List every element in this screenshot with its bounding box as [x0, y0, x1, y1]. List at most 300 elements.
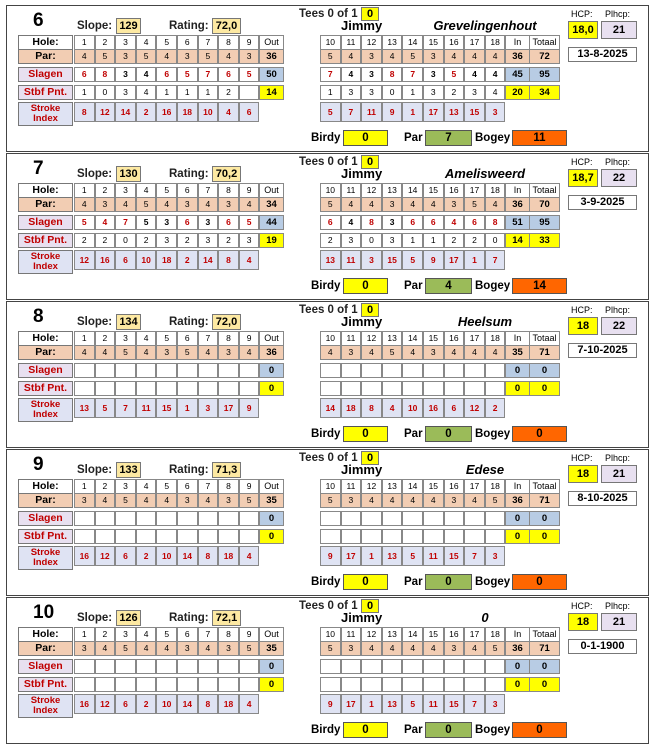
hole-cell-back: 11 [341, 183, 362, 198]
si-cell-back: 5 [402, 694, 423, 714]
slagen-cell-back [341, 511, 362, 526]
par-cell-back: 5 [320, 49, 341, 64]
stbf-out-total: 0 [259, 677, 284, 692]
par-cell-back: 4 [464, 49, 485, 64]
hcp-label: HCP: [571, 601, 593, 611]
hole-cell-back: 10 [320, 479, 341, 494]
hole-cell-back: 17 [464, 331, 485, 346]
par-cell-front: 4 [156, 493, 177, 508]
par-cell-back: 3 [382, 197, 403, 212]
slagen-cell-back: 6 [320, 215, 341, 230]
si-cell-back: 11 [423, 694, 444, 714]
hole-cell-back: 17 [464, 627, 485, 642]
stbf-in-total: 0 [505, 529, 530, 544]
par-row-label: Par: [18, 345, 73, 360]
slagen-cell-back [464, 363, 485, 378]
si-cell-back: 15 [464, 102, 485, 122]
slagen-cell-front [239, 363, 260, 378]
par-count-label: Par [404, 428, 423, 440]
hole-cell-front: 8 [218, 35, 239, 50]
hole-cell-front: 2 [95, 479, 116, 494]
hole-cell-back: 18 [485, 331, 506, 346]
par-cell-front: 4 [198, 197, 219, 212]
stbf-cell-front [177, 381, 198, 396]
hole-cell-front: 7 [198, 35, 219, 50]
bogey-count: 0 [512, 574, 567, 590]
stbf-row-label: Stbf Pnt. [18, 677, 73, 692]
rating-label: Rating: [169, 20, 209, 32]
slagen-cell-front: 7 [198, 67, 219, 82]
par-row-label: Par: [18, 197, 73, 212]
stbf-cell-back [464, 677, 485, 692]
par-row-label: Par: [18, 493, 73, 508]
si-cell-front: 17 [218, 398, 239, 418]
slagen-cell-front [177, 511, 198, 526]
rating-value: 70,2 [212, 166, 241, 182]
slope-label: Slope: [77, 168, 113, 180]
stbf-cell-back: 3 [382, 233, 403, 248]
hole-cell-front: 6 [177, 479, 198, 494]
si-cell-back: 7 [464, 694, 485, 714]
par-cell-back: 4 [464, 641, 485, 656]
slope-value: 133 [116, 462, 141, 478]
plhcp-value: 22 [601, 317, 637, 335]
hcp-value: 18 [568, 465, 598, 483]
stbf-cell-back [464, 381, 485, 396]
slagen-cell-front: 5 [136, 215, 157, 230]
round-number: 9 [33, 454, 44, 475]
stbf-cell-back [423, 529, 444, 544]
player-name: Jimmy [341, 18, 383, 33]
stbf-cell-front [115, 381, 136, 396]
round-number: 10 [33, 602, 55, 623]
par-cell-back: 4 [464, 493, 485, 508]
slagen-cell-front [177, 363, 198, 378]
hole-cell-back: 16 [444, 627, 465, 642]
hole-cell-front: 5 [156, 627, 177, 642]
si-row-label: Stroke Index [18, 102, 73, 126]
si-cell-front: 10 [198, 102, 219, 122]
round-card [6, 449, 649, 596]
hole-cell-back: 10 [320, 331, 341, 346]
si-cell-front: 16 [95, 250, 116, 270]
slagen-cell-front [136, 363, 157, 378]
bogey-label: Bogey [475, 132, 511, 144]
hole-out-total: Out [259, 183, 284, 198]
stbf-cell-back: 3 [341, 85, 362, 100]
slagen-cell-back [320, 511, 341, 526]
hole-cell-back: 18 [485, 627, 506, 642]
si-cell-front: 2 [136, 102, 157, 122]
hole-out-total: Out [259, 627, 284, 642]
stbf-row-label: Stbf Pnt. [18, 85, 73, 100]
si-cell-front: 8 [198, 694, 219, 714]
si-cell-back: 17 [341, 694, 362, 714]
bogey-count: 11 [512, 130, 567, 146]
stbf-cell-front [115, 529, 136, 544]
stbf-cell-front [74, 381, 95, 396]
si-cell-front: 8 [218, 250, 239, 270]
hole-cell-back: 16 [444, 331, 465, 346]
stbf-cell-back: 0 [382, 85, 403, 100]
par-count: 7 [425, 130, 472, 146]
si-cell-front: 12 [74, 250, 95, 270]
slagen-cell-back [361, 659, 382, 674]
si-cell-front: 18 [218, 546, 239, 566]
par-cell-back: 3 [341, 345, 362, 360]
birdy-count: 0 [343, 278, 388, 294]
slagen-cell-front [115, 363, 136, 378]
slagen-row-label: Slagen [18, 67, 73, 82]
birdy-count: 0 [343, 426, 388, 442]
stbf-cell-back [361, 677, 382, 692]
hole-cell-back: 11 [341, 479, 362, 494]
par-count-label: Par [404, 132, 423, 144]
par-cell-front: 5 [115, 641, 136, 656]
stbf-cell-front: 2 [95, 233, 116, 248]
si-cell-front: 6 [115, 694, 136, 714]
hole-in-total: In [505, 35, 530, 50]
stbf-cell-front [218, 677, 239, 692]
slagen-cell-back [485, 511, 506, 526]
slagen-out-total: 0 [259, 659, 284, 674]
birdy-count: 0 [343, 722, 388, 738]
hole-cell-back: 13 [382, 331, 403, 346]
player-name: Jimmy [341, 166, 383, 181]
stbf-cell-front [136, 381, 157, 396]
si-cell-back: 11 [341, 250, 362, 270]
par-cell-back: 4 [444, 49, 465, 64]
slagen-cell-back: 7 [402, 67, 423, 82]
slagen-cell-back: 8 [382, 67, 403, 82]
slagen-cell-back [382, 659, 403, 674]
hole-cell-front: 7 [198, 627, 219, 642]
si-cell-front: 1 [177, 398, 198, 418]
slagen-cell-back: 6 [423, 215, 444, 230]
si-cell-front: 2 [136, 546, 157, 566]
tees-label: Tees 0 of 1 [299, 304, 358, 316]
tees-value: 0 [361, 303, 379, 317]
si-cell-front: 10 [156, 546, 177, 566]
par-cell-back: 4 [485, 197, 506, 212]
slagen-cell-back [485, 363, 506, 378]
stbf-cell-back [423, 381, 444, 396]
slagen-cell-back [402, 363, 423, 378]
hole-cell-back: 17 [464, 183, 485, 198]
si-cell-back: 17 [444, 250, 465, 270]
si-cell-back: 3 [485, 546, 506, 566]
stbf-cell-front: 2 [74, 233, 95, 248]
hole-cell-back: 14 [402, 479, 423, 494]
stbf-row-label: Stbf Pnt. [18, 381, 73, 396]
hcp-label: HCP: [571, 305, 593, 315]
slagen-grand-total: 0 [529, 659, 560, 674]
par-cell-front: 5 [136, 197, 157, 212]
player-name: Jimmy [341, 462, 383, 477]
stbf-cell-back: 1 [320, 85, 341, 100]
round-card [6, 597, 649, 744]
par-cell-front: 4 [95, 345, 116, 360]
stbf-cell-front: 1 [177, 85, 198, 100]
hole-cell-front: 5 [156, 331, 177, 346]
stbf-cell-front: 4 [136, 85, 157, 100]
stbf-cell-back [361, 529, 382, 544]
si-cell-back: 9 [382, 102, 403, 122]
par-cell-back: 5 [320, 641, 341, 656]
slagen-cell-front [95, 659, 116, 674]
si-cell-back: 14 [320, 398, 341, 418]
plhcp-label: Plhcp: [605, 601, 631, 611]
si-cell-back: 7 [464, 546, 485, 566]
slagen-cell-front [136, 511, 157, 526]
slagen-cell-back [341, 659, 362, 674]
par-out-total: 36 [259, 49, 284, 64]
stbf-cell-front: 3 [239, 233, 260, 248]
slagen-cell-front: 6 [74, 67, 95, 82]
si-cell-front: 2 [136, 694, 157, 714]
par-cell-front: 4 [239, 345, 260, 360]
slagen-cell-back [402, 511, 423, 526]
hole-cell-front: 3 [115, 183, 136, 198]
hole-row-label: Hole: [18, 627, 73, 642]
si-cell-front: 4 [239, 546, 260, 566]
slagen-cell-back [320, 659, 341, 674]
slagen-cell-back: 6 [464, 215, 485, 230]
hole-grand-total: Totaal [529, 627, 560, 642]
slagen-cell-front [218, 511, 239, 526]
slagen-out-total: 0 [259, 511, 284, 526]
si-cell-front: 6 [115, 546, 136, 566]
hole-cell-front: 1 [74, 479, 95, 494]
par-count: 0 [425, 426, 472, 442]
hole-cell-front: 6 [177, 35, 198, 50]
hole-cell-back: 15 [423, 35, 444, 50]
slagen-cell-back: 4 [485, 67, 506, 82]
plhcp-label: Plhcp: [605, 305, 631, 315]
slagen-in-total: 0 [505, 363, 530, 378]
slagen-in-total: 0 [505, 659, 530, 674]
si-cell-front: 16 [74, 546, 95, 566]
stbf-in-total: 14 [505, 233, 530, 248]
stbf-cell-back [485, 381, 506, 396]
si-cell-front: 13 [74, 398, 95, 418]
hole-cell-back: 15 [423, 627, 444, 642]
slope-value: 130 [116, 166, 141, 182]
par-cell-back: 3 [341, 493, 362, 508]
stbf-cell-back [485, 529, 506, 544]
si-cell-back: 12 [464, 398, 485, 418]
stbf-cell-back: 2 [444, 233, 465, 248]
par-row-label: Par: [18, 641, 73, 656]
hole-cell-front: 3 [115, 35, 136, 50]
hole-out-total: Out [259, 479, 284, 494]
stbf-cell-back: 3 [464, 85, 485, 100]
birdy-label: Birdy [311, 280, 341, 292]
hole-cell-back: 14 [402, 183, 423, 198]
par-cell-front: 3 [177, 641, 198, 656]
par-cell-front: 4 [156, 197, 177, 212]
slagen-cell-front [156, 511, 177, 526]
hole-cell-front: 9 [239, 331, 260, 346]
slagen-cell-front [198, 511, 219, 526]
hole-cell-front: 8 [218, 183, 239, 198]
par-cell-back: 4 [402, 641, 423, 656]
stbf-cell-back [485, 677, 506, 692]
course-name: Heelsum [457, 314, 513, 329]
si-cell-back: 16 [423, 398, 444, 418]
stbf-cell-front: 1 [74, 85, 95, 100]
si-cell-back: 1 [464, 250, 485, 270]
hcp-value: 18,0 [568, 21, 598, 39]
hole-grand-total: Totaal [529, 35, 560, 50]
slagen-cell-front: 5 [239, 215, 260, 230]
par-cell-back: 4 [423, 197, 444, 212]
par-cell-front: 5 [177, 345, 198, 360]
par-grand-total: 70 [529, 197, 560, 212]
par-cell-front: 3 [218, 345, 239, 360]
par-cell-front: 4 [136, 493, 157, 508]
slagen-cell-front: 3 [156, 215, 177, 230]
stbf-cell-front [136, 529, 157, 544]
par-cell-back: 5 [320, 197, 341, 212]
stbf-cell-front: 2 [177, 233, 198, 248]
par-cell-front: 4 [74, 49, 95, 64]
stbf-cell-front: 0 [95, 85, 116, 100]
round-date: 0-1-1900 [568, 639, 637, 654]
hole-cell-back: 12 [361, 331, 382, 346]
hole-cell-front: 9 [239, 627, 260, 642]
si-cell-front: 3 [198, 398, 219, 418]
tees-value: 0 [361, 451, 379, 465]
stbf-cell-front [177, 529, 198, 544]
hole-cell-front: 1 [74, 331, 95, 346]
par-cell-back: 5 [402, 49, 423, 64]
slagen-cell-front [74, 659, 95, 674]
slagen-cell-back: 5 [444, 67, 465, 82]
par-cell-back: 4 [485, 49, 506, 64]
hole-cell-front: 2 [95, 183, 116, 198]
par-cell-front: 4 [198, 641, 219, 656]
si-cell-back: 6 [444, 398, 465, 418]
hole-cell-back: 18 [485, 35, 506, 50]
si-cell-back: 5 [320, 102, 341, 122]
hole-cell-back: 12 [361, 35, 382, 50]
slagen-out-total: 44 [259, 215, 284, 230]
stbf-cell-front [74, 677, 95, 692]
hcp-label: HCP: [571, 157, 593, 167]
par-count-label: Par [404, 724, 423, 736]
slagen-cell-back [382, 363, 403, 378]
stbf-cell-back [341, 529, 362, 544]
stbf-cell-back: 2 [444, 85, 465, 100]
slagen-grand-total: 95 [529, 215, 560, 230]
stbf-cell-back: 1 [402, 233, 423, 248]
slagen-cell-front: 7 [115, 215, 136, 230]
slope-value: 134 [116, 314, 141, 330]
slagen-cell-front [95, 363, 116, 378]
slope-label: Slope: [77, 464, 113, 476]
par-cell-back: 3 [444, 197, 465, 212]
hole-cell-back: 16 [444, 183, 465, 198]
par-count-label: Par [404, 576, 423, 588]
par-cell-back: 4 [402, 197, 423, 212]
slagen-cell-front: 4 [95, 215, 116, 230]
par-cell-front: 4 [198, 345, 219, 360]
slagen-cell-back [423, 363, 444, 378]
si-cell-front: 14 [198, 250, 219, 270]
hole-cell-front: 9 [239, 183, 260, 198]
stbf-grand-total: 0 [529, 677, 560, 692]
rating-label: Rating: [169, 168, 209, 180]
hole-in-total: In [505, 183, 530, 198]
stbf-cell-front [95, 529, 116, 544]
rating-value: 72,0 [212, 314, 241, 330]
course-name: Amelisweerd [444, 166, 526, 181]
hole-cell-back: 10 [320, 183, 341, 198]
slagen-cell-back: 4 [341, 215, 362, 230]
stbf-cell-front [115, 677, 136, 692]
slagen-cell-front [198, 363, 219, 378]
slagen-in-total: 0 [505, 511, 530, 526]
hole-in-total: In [505, 331, 530, 346]
stbf-cell-front: 0 [115, 233, 136, 248]
stbf-cell-back [444, 381, 465, 396]
stbf-cell-front [136, 677, 157, 692]
hole-row-label: Hole: [18, 183, 73, 198]
slagen-cell-front [95, 511, 116, 526]
stbf-cell-back: 2 [320, 233, 341, 248]
round-card [6, 153, 649, 300]
si-cell-front: 14 [177, 546, 198, 566]
si-cell-front: 9 [239, 398, 260, 418]
slagen-cell-front: 5 [177, 67, 198, 82]
slagen-cell-back: 3 [382, 215, 403, 230]
slagen-cell-back [361, 363, 382, 378]
stbf-cell-back [382, 381, 403, 396]
si-cell-back: 5 [402, 546, 423, 566]
par-cell-back: 3 [361, 49, 382, 64]
stbf-out-total: 19 [259, 233, 284, 248]
slagen-cell-back: 6 [402, 215, 423, 230]
slagen-cell-front [156, 363, 177, 378]
par-cell-front: 4 [156, 49, 177, 64]
stbf-cell-front: 1 [198, 85, 219, 100]
hole-cell-front: 3 [115, 479, 136, 494]
slagen-cell-back [423, 511, 444, 526]
hole-cell-front: 1 [74, 35, 95, 50]
hole-cell-back: 16 [444, 35, 465, 50]
par-cell-front: 4 [136, 345, 157, 360]
hole-cell-front: 1 [74, 183, 95, 198]
stbf-cell-front [239, 381, 260, 396]
par-cell-front: 4 [115, 197, 136, 212]
slagen-out-total: 50 [259, 67, 284, 82]
par-grand-total: 71 [529, 345, 560, 360]
si-cell-back: 3 [485, 102, 506, 122]
plhcp-value: 21 [601, 613, 637, 631]
tees-label: Tees 0 of 1 [299, 600, 358, 612]
par-cell-back: 4 [320, 345, 341, 360]
slagen-cell-back [402, 659, 423, 674]
par-cell-back: 5 [382, 345, 403, 360]
si-cell-front: 2 [177, 250, 198, 270]
slagen-cell-front: 8 [95, 67, 116, 82]
hole-cell-front: 8 [218, 479, 239, 494]
si-cell-front: 6 [239, 102, 260, 122]
stbf-cell-front: 1 [156, 85, 177, 100]
slagen-cell-front [74, 511, 95, 526]
hole-cell-front: 9 [239, 479, 260, 494]
